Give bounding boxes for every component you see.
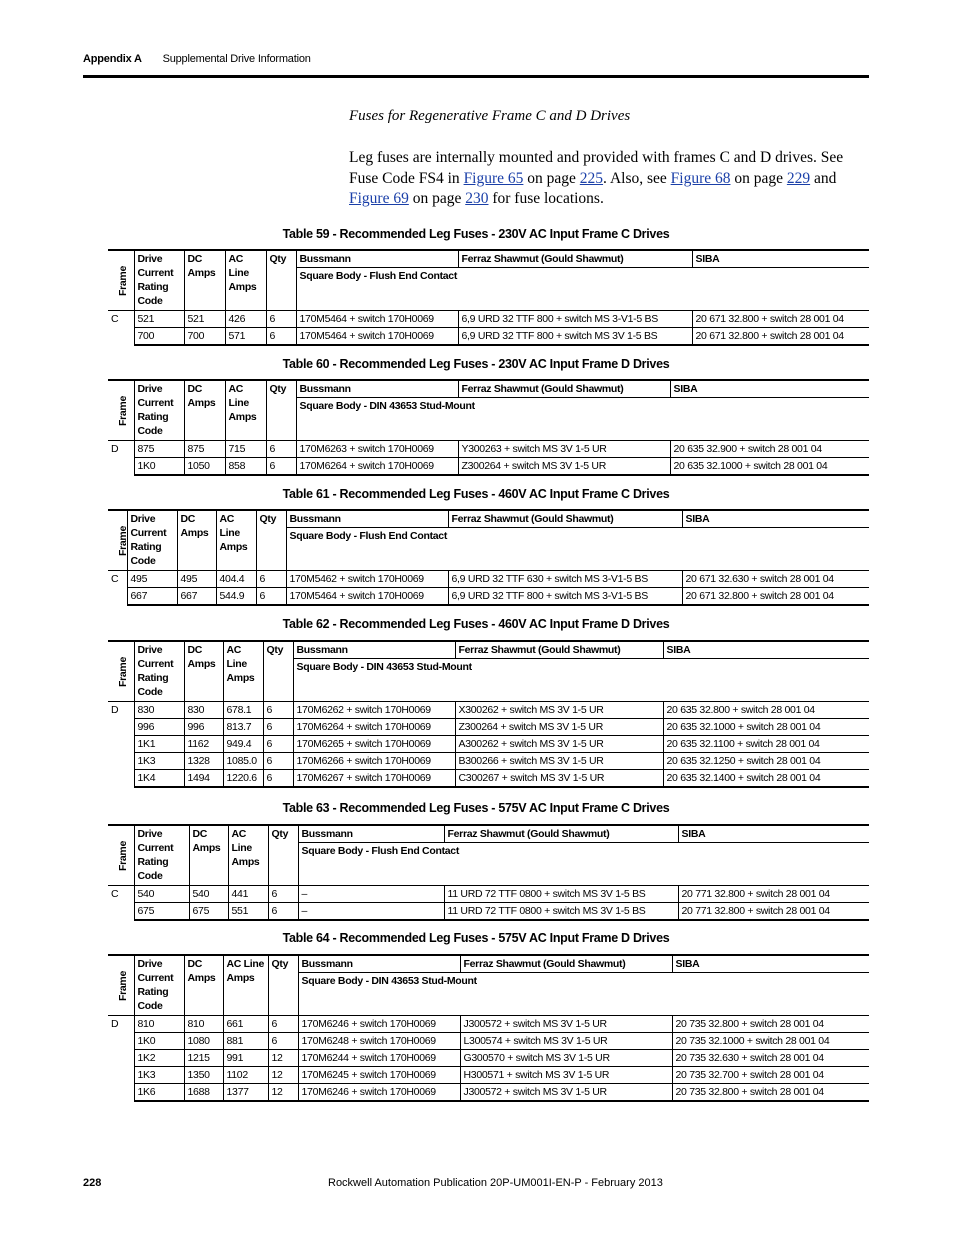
header-ac-line-amps: AC Line Amps — [223, 641, 263, 702]
cell-qty: 6 — [266, 328, 296, 346]
cell-ac-line-amps: 571 — [225, 328, 266, 346]
figure-68-link[interactable]: Figure 68 — [670, 169, 731, 187]
table-row — [108, 1067, 869, 1084]
intro-text: . Also, see — [603, 169, 671, 187]
cell-siba: 20 671 32.800 + switch 28 001 04 — [682, 588, 869, 606]
intro-text: and — [810, 169, 837, 187]
header-ferraz-shawmut: Ferraz Shawmut (Gould Shawmut) — [455, 641, 663, 659]
cell-qty: 6 — [263, 719, 293, 736]
fuse-type-subheader: Square Body - DIN 43653 Stud-Mount — [296, 398, 869, 441]
cell-bussmann: 170M6266 + switch 170H0069 — [293, 753, 455, 770]
cell-dc-amps: 1215 — [184, 1050, 223, 1067]
intro-text: on page — [408, 190, 466, 207]
cell-qty: 6 — [263, 736, 293, 753]
cell-ferraz-shawmut: J300572 + switch MS 3V 1-5 UR — [460, 1016, 672, 1033]
header-dc-amps: DC Amps — [184, 641, 223, 702]
fuse-table — [108, 824, 869, 921]
cell-qty: 12 — [268, 1067, 298, 1084]
cell-ac-line-amps: 1102 — [223, 1067, 268, 1084]
cell-frame: D — [108, 1016, 134, 1102]
frame-header-label: Frame — [117, 525, 130, 556]
cell-ac-line-amps: 1220.6 — [223, 770, 263, 788]
cell-qty: 12 — [268, 1084, 298, 1102]
header-ac-line-amps: AC Line Amps — [223, 955, 268, 1016]
header-bussmann: Bussmann — [298, 825, 444, 843]
cell-qty: 6 — [263, 753, 293, 770]
cell-frame: D — [108, 441, 134, 476]
cell-siba: 20 635 32.1000 + switch 28 001 04 — [663, 719, 869, 736]
cell-bussmann: 170M6263 + switch 170H0069 — [296, 441, 458, 458]
header-qty: Qty — [268, 955, 298, 1016]
header-dc-amps: DC Amps — [184, 250, 225, 311]
cell-bussmann: 170M5464 + switch 170H0069 — [296, 311, 458, 328]
header-bussmann: Bussmann — [298, 955, 460, 973]
cell-ac-line-amps: 426 — [225, 311, 266, 328]
cell-bussmann: 170M5462 + switch 170H0069 — [286, 571, 448, 588]
table-row — [108, 1016, 869, 1033]
header-dc-amps: DC Amps — [177, 510, 216, 571]
cell-siba: 20 735 32.800 + switch 28 001 04 — [672, 1084, 869, 1102]
frame-header-label: Frame — [117, 970, 130, 1001]
cell-dc-amps: 810 — [184, 1016, 223, 1033]
cell-rating-code: 495 — [127, 571, 177, 588]
section-title: Fuses for Regenerative Frame C and D Drives — [349, 108, 631, 124]
table-row — [108, 311, 869, 328]
cell-qty: 6 — [266, 311, 296, 328]
header-frame — [108, 955, 134, 1016]
cell-rating-code: 1K4 — [134, 770, 184, 788]
header-qty: Qty — [268, 825, 298, 886]
cell-dc-amps: 996 — [184, 719, 223, 736]
cell-rating-code: 1K3 — [134, 753, 184, 770]
header-bussmann: Bussmann — [293, 641, 455, 659]
cell-dc-amps: 1162 — [184, 736, 223, 753]
table-caption: Table 64 - Recommended Leg Fuses - 575V AC Input Frame D Drives — [282, 931, 670, 945]
header-qty: Qty — [266, 250, 296, 311]
cell-ferraz-shawmut: 11 URD 72 TTF 0800 + switch MS 3V 1-5 BS — [444, 903, 678, 921]
cell-bussmann: 170M6264 + switch 170H0069 — [296, 458, 458, 476]
cell-dc-amps: 521 — [184, 311, 225, 328]
intro-text: on page — [730, 169, 787, 187]
cell-bussmann: 170M6246 + switch 170H0069 — [298, 1084, 460, 1102]
header-qty: Qty — [256, 510, 286, 571]
table-row — [108, 588, 869, 606]
cell-dc-amps: 1494 — [184, 770, 223, 788]
table-row — [108, 1050, 869, 1067]
intro-text: Leg fuses are internally mounted and provided with frames C and D drives. See Fuse Code FS4 in — [349, 149, 844, 187]
table-row — [108, 441, 869, 458]
cell-siba: 20 635 32.900 + switch 28 001 04 — [670, 441, 869, 458]
cell-siba: 20 771 32.800 + switch 28 001 04 — [678, 903, 869, 921]
table-row — [108, 1084, 869, 1102]
figure-69-link[interactable]: Figure 69 — [349, 190, 409, 207]
cell-frame: D — [108, 702, 134, 788]
header-ac-line-amps: AC Line Amps — [225, 250, 266, 311]
cell-siba: 20 635 32.800 + switch 28 001 04 — [663, 702, 869, 719]
cell-ac-line-amps: 881 — [223, 1033, 268, 1050]
header-ferraz-shawmut: Ferraz Shawmut (Gould Shawmut) — [458, 250, 692, 268]
table-row — [108, 753, 869, 770]
header-rating-code: Drive Current Rating Code — [134, 380, 184, 441]
cell-rating-code: 700 — [134, 328, 184, 346]
frame-header-label: Frame — [117, 265, 130, 296]
page-footer — [83, 1177, 869, 1189]
cell-ferraz-shawmut: 11 URD 72 TTF 0800 + switch MS 3V 1-5 BS — [444, 886, 678, 903]
header-ac-line-amps: AC Line Amps — [216, 510, 256, 571]
cell-bussmann: – — [298, 903, 444, 921]
cell-ferraz-shawmut: X300262 + switch MS 3V 1-5 UR — [455, 702, 663, 719]
cell-siba: 20 735 32.1000 + switch 28 001 04 — [672, 1033, 869, 1050]
cell-dc-amps: 700 — [184, 328, 225, 346]
publication-info: Rockwell Automation Publication 20P-UM001I-EN-P - February 2013 — [328, 1177, 663, 1189]
cell-bussmann: 170M6267 + switch 170H0069 — [293, 770, 455, 788]
cell-rating-code: 540 — [134, 886, 189, 903]
cell-rating-code: 875 — [134, 441, 184, 458]
header-ferraz-shawmut: Ferraz Shawmut (Gould Shawmut) — [458, 380, 670, 398]
cell-ac-line-amps: 1377 — [223, 1084, 268, 1102]
header-siba: SIBA — [692, 250, 869, 268]
cell-rating-code: 1K1 — [134, 736, 184, 753]
fuse-table — [108, 249, 869, 346]
header-dc-amps: DC Amps — [184, 380, 225, 441]
table-row — [108, 886, 869, 903]
header-rating-code: Drive Current Rating Code — [134, 641, 184, 702]
table-row — [108, 719, 869, 736]
intro-text: on page — [523, 169, 580, 187]
cell-siba: 20 735 32.800 + switch 28 001 04 — [672, 1016, 869, 1033]
frame-header-label: Frame — [117, 656, 130, 687]
cell-dc-amps: 675 — [189, 903, 228, 921]
cell-rating-code: 810 — [134, 1016, 184, 1033]
cell-bussmann: 170M6244 + switch 170H0069 — [298, 1050, 460, 1067]
table-row — [108, 702, 869, 719]
cell-siba: 20 671 32.800 + switch 28 001 04 — [692, 328, 869, 346]
table-caption: Table 61 - Recommended Leg Fuses - 460V AC Input Frame C Drives — [282, 487, 670, 501]
cell-dc-amps: 667 — [177, 588, 216, 606]
cell-ferraz-shawmut: Y300263 + switch MS 3V 1-5 UR — [458, 441, 670, 458]
cell-dc-amps: 1688 — [184, 1084, 223, 1102]
cell-rating-code: 521 — [134, 311, 184, 328]
table-row — [108, 770, 869, 788]
header-qty: Qty — [266, 380, 296, 441]
cell-bussmann: 170M6262 + switch 170H0069 — [293, 702, 455, 719]
cell-siba: 20 735 32.700 + switch 28 001 04 — [672, 1067, 869, 1084]
header-bussmann: Bussmann — [296, 380, 458, 398]
cell-bussmann: – — [298, 886, 444, 903]
appendix-label: Appendix A — [83, 53, 142, 65]
frame-header-label: Frame — [117, 395, 130, 426]
header-title: Supplemental Drive Information — [162, 53, 311, 65]
fuse-type-subheader: Square Body - DIN 43653 Stud-Mount — [298, 973, 869, 1016]
cell-siba: 20 671 32.630 + switch 28 001 04 — [682, 571, 869, 588]
fuse-table — [108, 379, 869, 476]
page-229-link[interactable]: 229 — [786, 169, 811, 187]
header-frame — [108, 380, 134, 441]
fuse-type-subheader: Square Body - Flush End Contact — [296, 268, 869, 311]
header-siba: SIBA — [670, 380, 869, 398]
fuse-table — [108, 509, 869, 606]
cell-qty: 6 — [268, 903, 298, 921]
cell-frame: C — [108, 311, 134, 346]
header-frame — [108, 510, 130, 571]
table-row — [108, 458, 869, 476]
cell-dc-amps: 875 — [184, 441, 225, 458]
cell-ferraz-shawmut: 6,9 URD 32 TTF 800 + switch MS 3-V1-5 BS — [458, 311, 692, 328]
header-rating-code: Drive Current Rating Code — [134, 955, 184, 1016]
cell-dc-amps: 1350 — [184, 1067, 223, 1084]
cell-ferraz-shawmut: L300574 + switch MS 3V 1-5 UR — [460, 1033, 672, 1050]
page-225-link[interactable]: 225 — [579, 169, 604, 187]
cell-qty: 6 — [268, 886, 298, 903]
cell-rating-code: 1K6 — [134, 1084, 184, 1102]
cell-siba: 20 735 32.630 + switch 28 001 04 — [672, 1050, 869, 1067]
cell-ac-line-amps: 544.9 — [216, 588, 256, 606]
cell-ac-line-amps: 551 — [228, 903, 268, 921]
table-row — [108, 328, 869, 346]
cell-ferraz-shawmut: Z300264 + switch MS 3V 1-5 UR — [458, 458, 670, 476]
cell-frame: C — [108, 886, 134, 921]
cell-bussmann: 170M6265 + switch 170H0069 — [293, 736, 455, 753]
table-caption: Table 60 - Recommended Leg Fuses - 230V AC Input Frame D Drives — [282, 357, 670, 371]
header-dc-amps: DC Amps — [184, 955, 223, 1016]
header-bussmann: Bussmann — [286, 510, 448, 528]
cell-qty: 12 — [268, 1050, 298, 1067]
fuse-type-subheader: Square Body - Flush End Contact — [286, 528, 869, 571]
cell-rating-code: 1K0 — [134, 458, 184, 476]
cell-ferraz-shawmut: C300267 + switch MS 3V 1-5 UR — [455, 770, 663, 788]
cell-ac-line-amps: 441 — [228, 886, 268, 903]
cell-ac-line-amps: 661 — [223, 1016, 268, 1033]
cell-siba: 20 671 32.800 + switch 28 001 04 — [692, 311, 869, 328]
header-frame — [108, 825, 134, 886]
header-bussmann: Bussmann — [296, 250, 458, 268]
cell-ferraz-shawmut: 6,9 URD 32 TTF 800 + switch MS 3-V1-5 BS — [448, 588, 682, 606]
cell-ac-line-amps: 678.1 — [223, 702, 263, 719]
cell-ferraz-shawmut: G300570 + switch MS 3V 1-5 UR — [460, 1050, 672, 1067]
cell-siba: 20 635 32.1250 + switch 28 001 04 — [663, 753, 869, 770]
cell-bussmann: 170M6248 + switch 170H0069 — [298, 1033, 460, 1050]
cell-rating-code: 1K0 — [134, 1033, 184, 1050]
header-siba: SIBA — [682, 510, 869, 528]
figure-65-link[interactable]: Figure 65 — [463, 169, 524, 187]
intro-paragraph — [349, 148, 869, 210]
cell-qty: 6 — [266, 441, 296, 458]
header-rating-code: Drive Current Rating Code — [134, 825, 189, 886]
cell-qty: 6 — [266, 458, 296, 476]
cell-qty: 6 — [268, 1033, 298, 1050]
cell-ferraz-shawmut: Z300264 + switch MS 3V 1-5 UR — [455, 719, 663, 736]
fuse-table — [108, 640, 869, 788]
page-230-link[interactable]: 230 — [465, 190, 489, 207]
table-caption: Table 62 - Recommended Leg Fuses - 460V AC Input Frame D Drives — [282, 617, 670, 631]
header-siba: SIBA — [663, 641, 869, 659]
header-siba: SIBA — [678, 825, 869, 843]
running-header — [83, 53, 869, 65]
cell-frame: C — [108, 571, 127, 606]
cell-siba: 20 635 32.1000 + switch 28 001 04 — [670, 458, 869, 476]
header-dc-amps: DC Amps — [189, 825, 228, 886]
cell-dc-amps: 1328 — [184, 753, 223, 770]
cell-qty: 6 — [263, 770, 293, 788]
cell-ferraz-shawmut: H300571 + switch MS 3V 1-5 UR — [460, 1067, 672, 1084]
intro-text: for fuse locations. — [488, 190, 604, 207]
header-qty: Qty — [263, 641, 293, 702]
fuse-table — [108, 954, 869, 1102]
cell-ac-line-amps: 813.7 — [223, 719, 263, 736]
cell-bussmann: 170M5464 + switch 170H0069 — [296, 328, 458, 346]
cell-siba: 20 771 32.800 + switch 28 001 04 — [678, 886, 869, 903]
cell-qty: 6 — [256, 571, 286, 588]
cell-bussmann: 170M6264 + switch 170H0069 — [293, 719, 455, 736]
cell-siba: 20 635 32.1400 + switch 28 001 04 — [663, 770, 869, 788]
cell-rating-code: 996 — [134, 719, 184, 736]
cell-ac-line-amps: 404.4 — [216, 571, 256, 588]
cell-ferraz-shawmut: 6,9 URD 32 TTF 800 + switch MS 3V 1-5 BS — [458, 328, 692, 346]
table-row — [108, 903, 869, 921]
cell-dc-amps: 495 — [177, 571, 216, 588]
cell-ferraz-shawmut: A300262 + switch MS 3V 1-5 UR — [455, 736, 663, 753]
cell-bussmann: 170M6245 + switch 170H0069 — [298, 1067, 460, 1084]
header-rule — [83, 75, 869, 78]
cell-ac-line-amps: 1085.0 — [223, 753, 263, 770]
cell-rating-code: 830 — [134, 702, 184, 719]
cell-ac-line-amps: 991 — [223, 1050, 268, 1067]
table-caption: Table 63 - Recommended Leg Fuses - 575V AC Input Frame C Drives — [282, 801, 670, 815]
cell-bussmann: 170M5464 + switch 170H0069 — [286, 588, 448, 606]
cell-rating-code: 1K2 — [134, 1050, 184, 1067]
cell-rating-code: 1K3 — [134, 1067, 184, 1084]
cell-dc-amps: 830 — [184, 702, 223, 719]
cell-ac-line-amps: 949.4 — [223, 736, 263, 753]
page-number: 228 — [83, 1177, 102, 1189]
cell-ac-line-amps: 715 — [225, 441, 266, 458]
cell-ferraz-shawmut: J300572 + switch MS 3V 1-5 UR — [460, 1084, 672, 1102]
cell-rating-code: 675 — [134, 903, 189, 921]
header-frame — [108, 250, 134, 311]
cell-ferraz-shawmut: 6,9 URD 32 TTF 630 + switch MS 3-V1-5 BS — [448, 571, 682, 588]
header-rating-code: Drive Current Rating Code — [134, 250, 184, 311]
header-ac-line-amps: AC Line Amps — [228, 825, 268, 886]
header-ferraz-shawmut: Ferraz Shawmut (Gould Shawmut) — [444, 825, 678, 843]
table-caption: Table 59 - Recommended Leg Fuses - 230V AC Input Frame C Drives — [282, 227, 670, 241]
header-ac-line-amps: AC Line Amps — [225, 380, 266, 441]
header-rating-code: Drive Current Rating Code — [127, 510, 177, 571]
cell-dc-amps: 1050 — [184, 458, 225, 476]
cell-ac-line-amps: 858 — [225, 458, 266, 476]
table-row — [108, 571, 869, 588]
cell-dc-amps: 540 — [189, 886, 228, 903]
header-siba: SIBA — [672, 955, 869, 973]
cell-ferraz-shawmut: B300266 + switch MS 3V 1-5 UR — [455, 753, 663, 770]
cell-siba: 20 635 32.1100 + switch 28 001 04 — [663, 736, 869, 753]
header-frame — [108, 641, 134, 702]
cell-dc-amps: 1080 — [184, 1033, 223, 1050]
fuse-type-subheader: Square Body - DIN 43653 Stud-Mount — [293, 659, 869, 702]
table-row — [108, 1033, 869, 1050]
table-row — [108, 736, 869, 753]
fuse-type-subheader: Square Body - Flush End Contact — [298, 843, 869, 886]
cell-rating-code: 667 — [127, 588, 177, 606]
header-ferraz-shawmut: Ferraz Shawmut (Gould Shawmut) — [460, 955, 672, 973]
cell-qty: 6 — [256, 588, 286, 606]
cell-qty: 6 — [263, 702, 293, 719]
header-ferraz-shawmut: Ferraz Shawmut (Gould Shawmut) — [448, 510, 682, 528]
frame-header-label: Frame — [117, 840, 130, 871]
cell-qty: 6 — [268, 1016, 298, 1033]
cell-bussmann: 170M6246 + switch 170H0069 — [298, 1016, 460, 1033]
